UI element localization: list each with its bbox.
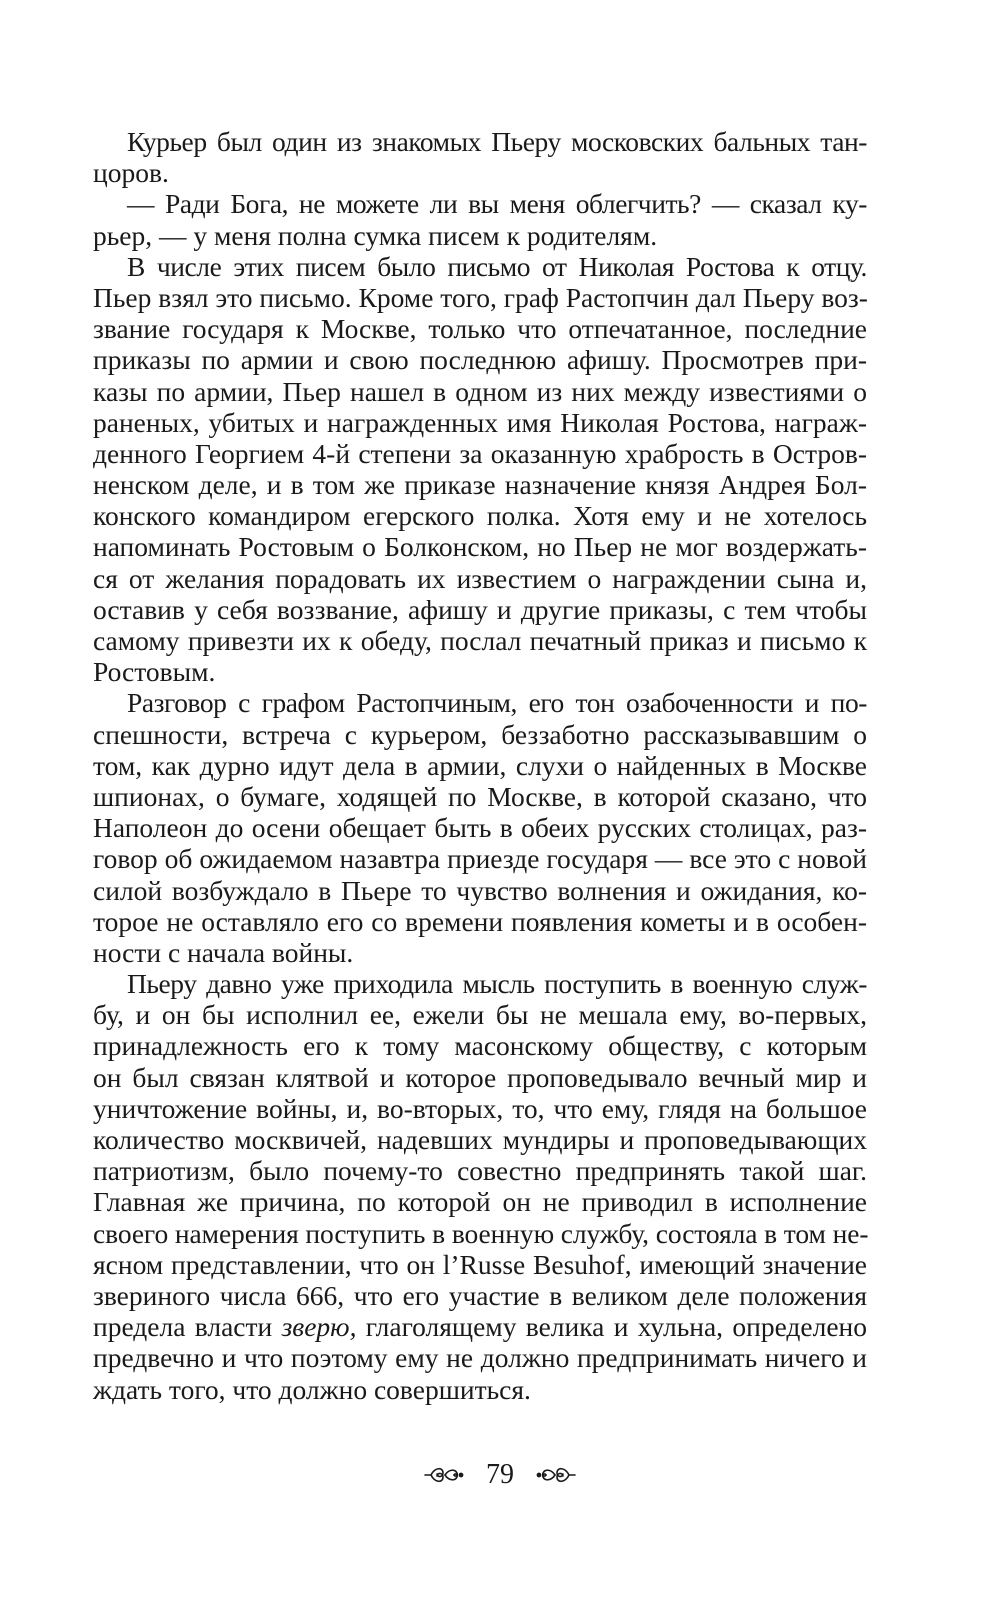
- paragraph: [93, 687, 867, 968]
- text-line: он был связан клятвой и которое проповедывало вечный мир и: [93, 1061, 867, 1093]
- paragraph: [93, 188, 867, 250]
- text-line: количество москвичей, надевших мундиры и проповедывающих: [93, 1124, 867, 1155]
- page-footer: [0, 1456, 1000, 1492]
- text-line: звериного числа 666, что его участие в великом деле положения: [93, 1279, 867, 1311]
- page-number: 79: [486, 1458, 514, 1490]
- text-line: конского командиром егерского полка. Хотя ему и не хотелось: [93, 500, 867, 532]
- text-line: В числе этих писем было письмо от Николая Ростова к отцу.: [127, 250, 867, 282]
- text-line: говор об ожидаемом назавтра приезде государя — все это с новой: [93, 843, 867, 875]
- text-line: — Ради Бога, не можете ли вы меня облегчить? — сказал ку-: [127, 188, 867, 220]
- text-line: предвечно и что поэтому ему не должно предпринимать ничего и: [93, 1342, 867, 1374]
- text-line: бу, и он бы исполнил ее, ежели бы не мешала ему, во-первых,: [93, 999, 867, 1031]
- text-line: оставив у себя воззвание, афишу и другие приказы, с тем чтобы: [93, 593, 867, 625]
- text-line: шпионах, о бумаге, ходящей по Москве, в которой сказано, что: [93, 780, 867, 812]
- text-line: раненых, убитых и награжденных имя Николая Ростова, награж-: [93, 406, 867, 438]
- text-line: ненском деле, и в том же приказе назначение князя Андрея Бол-: [93, 469, 867, 501]
- paragraph: [93, 968, 867, 1405]
- text-line: Разговор с графом Растопчиным, его тон озабоченности и по-: [127, 687, 867, 719]
- text-line: денного Георгием 4-й степени за оказанную храбрость в Остров-: [93, 437, 867, 469]
- text-line: своего намерения поступить в военную службу, состояла в том не-: [93, 1217, 869, 1249]
- text-line: Курьер был один из знакомых Пьеру московских бальных тан-: [127, 126, 867, 157]
- text-line: том, как дурно идут дела в армии, слухи о найденных в Москве: [93, 749, 867, 781]
- text-line: напоминать Ростовым о Болконском, но Пьер не мог воздержать-: [93, 531, 867, 563]
- body-text: [93, 126, 867, 1405]
- text-line: казы по армии, Пьер нашел в одном из них между известиями о: [93, 375, 867, 407]
- paragraph: [93, 251, 867, 688]
- text-line: ности с начала войны.: [93, 936, 354, 968]
- text-line: Пьер взял это письмо. Кроме того, граф Растопчин дал Пьеру воз-: [93, 281, 868, 313]
- text-line: цоров.: [93, 157, 169, 189]
- text-line: Пьеру давно уже приходила мысль поступить в военную служ-: [127, 968, 867, 1000]
- text-line: Ростовым.: [93, 656, 216, 688]
- text-line: патриотизм, было почему-то совестно предпринять такой шаг.: [93, 1155, 867, 1187]
- text-line: звание государя к Москве, только что отпечатанное, последние: [93, 313, 867, 345]
- text-line: самому привезти их к обеду, послал печатный приказ и письмо к: [93, 625, 867, 656]
- paragraph: [93, 126, 867, 188]
- text-line: рьер, — у меня полна сумка писем к родителям.: [93, 219, 658, 251]
- text-line: ясном представлении, что он l’Russe Besuhof, имеющий значение: [93, 1248, 867, 1280]
- flourish-right-icon: [535, 1463, 579, 1487]
- text-line: Главная же причина, по которой он не приводил в исполнение: [93, 1186, 867, 1218]
- text-line: приказы по армии и свою последнюю афишу. Просмотрев при-: [93, 344, 867, 376]
- text-line: ся от желания порадовать их известием о награждении сына и,: [93, 562, 867, 594]
- text-line: уничтожение войны, и, во-вторых, то, что ему, глядя на большое: [93, 1092, 867, 1124]
- text-line: предела власти зверю, глаголящему велика и хульна, определено: [93, 1311, 867, 1343]
- text-line: ждать того, что должно совершиться.: [93, 1373, 531, 1405]
- text-line: торое не оставляло его со времени появления кометы и в особен-: [93, 905, 867, 937]
- text-line: силой возбуждало в Пьере то чувство волнения и ожидания, ко-: [93, 874, 867, 906]
- text-line: Наполеон до осени обещает быть в обеих русских столицах, раз-: [93, 812, 867, 844]
- text-line: принадлежность его к тому масонскому обществу, с которым: [93, 1030, 867, 1062]
- flourish-left-icon: [421, 1463, 465, 1487]
- text-line: спешности, встреча с курьером, беззаботно рассказывавшим о: [93, 718, 867, 750]
